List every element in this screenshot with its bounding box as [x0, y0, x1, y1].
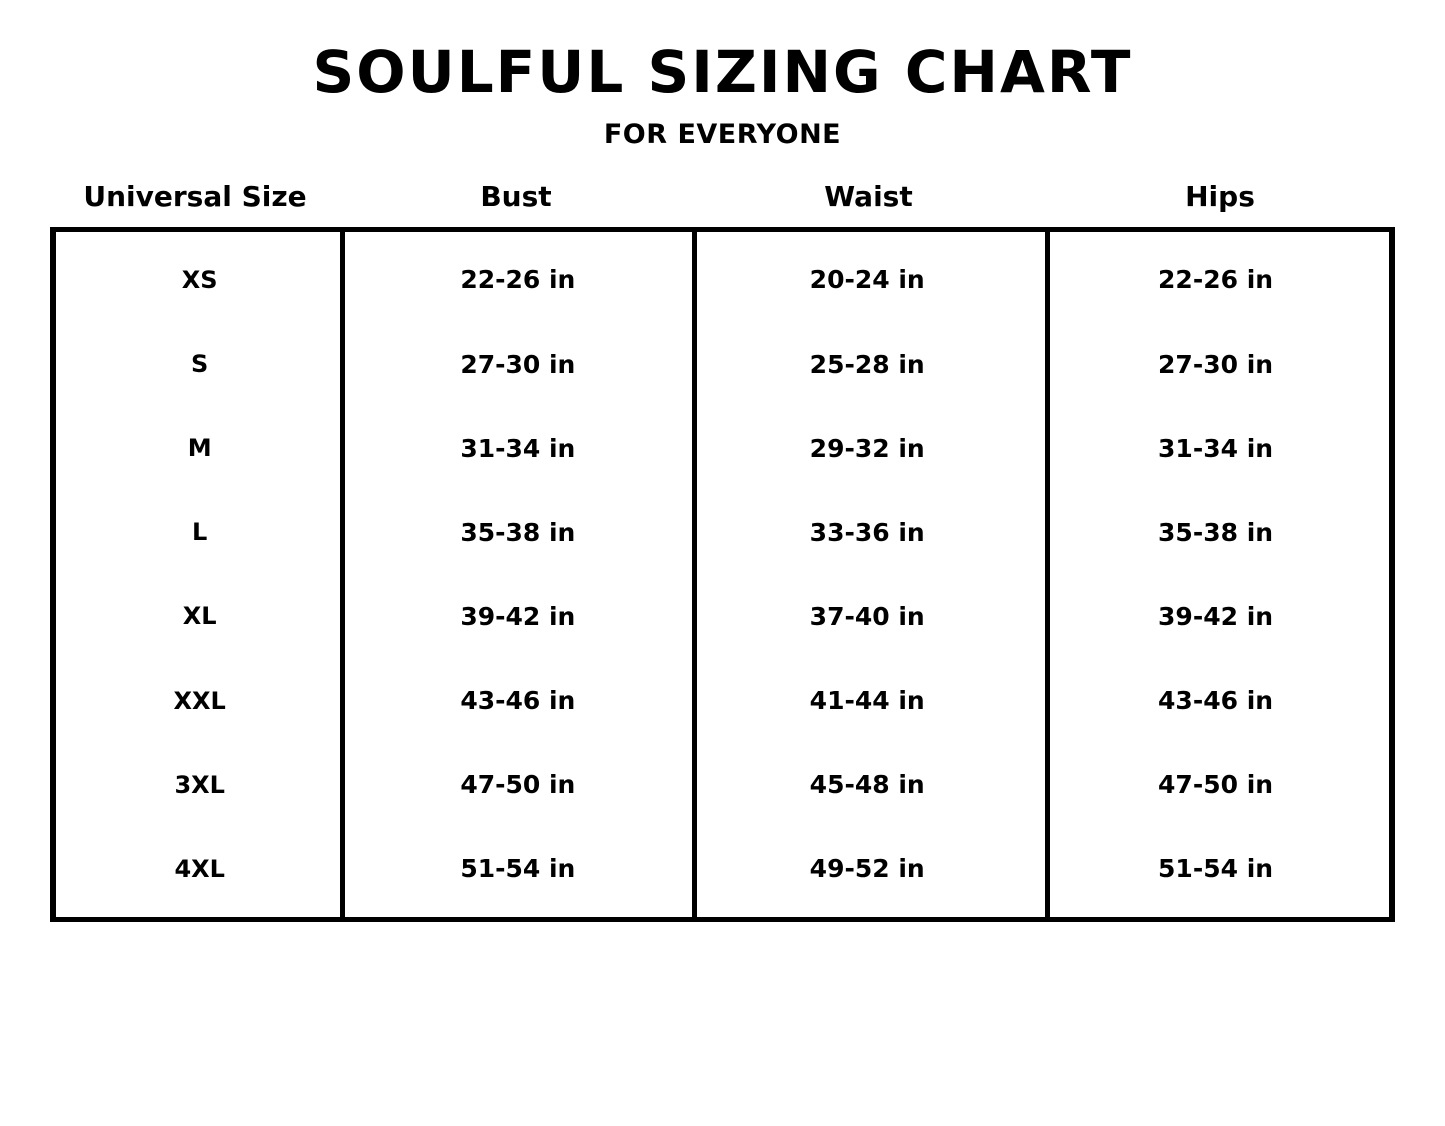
cell-hips: 27-30 in	[1158, 349, 1274, 379]
cell-bust: 22-26 in	[460, 265, 576, 295]
cell-bust: 31-34 in	[460, 433, 576, 463]
size-chart	[50, 180, 1395, 922]
cell-size: XXL	[173, 686, 226, 715]
cell-waist: 49-52 in	[809, 854, 925, 884]
cell-size: 4XL	[174, 854, 225, 883]
page-subtitle: FOR EVERYONE	[603, 118, 842, 150]
cell-bust: 47-50 in	[460, 770, 576, 800]
cell-waist: 20-24 in	[809, 265, 925, 295]
cell-hips: 43-46 in	[1158, 686, 1274, 716]
cell-waist: 25-28 in	[809, 349, 925, 379]
cell-hips: 39-42 in	[1158, 601, 1274, 631]
cell-size: XS	[181, 265, 218, 294]
cell-bust: 51-54 in	[460, 854, 576, 884]
cell-size: 3XL	[174, 770, 225, 799]
column-divider-1	[340, 227, 345, 922]
table-row	[56, 659, 1389, 743]
cell-size: L	[192, 518, 208, 547]
sizing-chart-page	[0, 38, 1445, 1126]
cell-waist: 45-48 in	[809, 770, 925, 800]
cell-hips: 51-54 in	[1158, 854, 1274, 884]
table-row	[56, 490, 1389, 574]
cell-bust: 39-42 in	[460, 601, 576, 631]
cell-hips: 47-50 in	[1158, 770, 1274, 800]
cell-bust: 35-38 in	[460, 517, 576, 547]
cell-hips: 22-26 in	[1158, 265, 1274, 295]
cell-waist: 33-36 in	[809, 517, 925, 547]
column-header-hips: Hips	[1185, 179, 1255, 213]
column-header-universal-size: Universal Size	[83, 179, 307, 213]
column-divider-2	[692, 227, 697, 922]
table-row	[56, 238, 1389, 322]
cell-waist: 29-32 in	[809, 433, 925, 463]
table-row	[56, 743, 1389, 827]
cell-waist: 41-44 in	[809, 686, 925, 716]
cell-size: S	[191, 350, 209, 379]
cell-hips: 31-34 in	[1158, 433, 1274, 463]
table-body	[50, 227, 1395, 922]
cell-size: M	[187, 434, 212, 463]
cell-size: XL	[182, 602, 217, 631]
column-divider-3	[1045, 227, 1050, 922]
table-row	[56, 322, 1389, 406]
table-header-row	[50, 180, 1395, 227]
table-row	[56, 827, 1389, 911]
cell-bust: 27-30 in	[460, 349, 576, 379]
cell-bust: 43-46 in	[460, 686, 576, 716]
cell-waist: 37-40 in	[809, 601, 925, 631]
cell-hips: 35-38 in	[1158, 517, 1274, 547]
column-header-waist: Waist	[824, 179, 913, 213]
page-title: SOULFUL SIZING CHART	[312, 38, 1133, 106]
column-header-bust: Bust	[480, 179, 552, 213]
table-body-wrapper	[50, 227, 1395, 922]
table-row	[56, 406, 1389, 490]
table-row	[56, 574, 1389, 658]
